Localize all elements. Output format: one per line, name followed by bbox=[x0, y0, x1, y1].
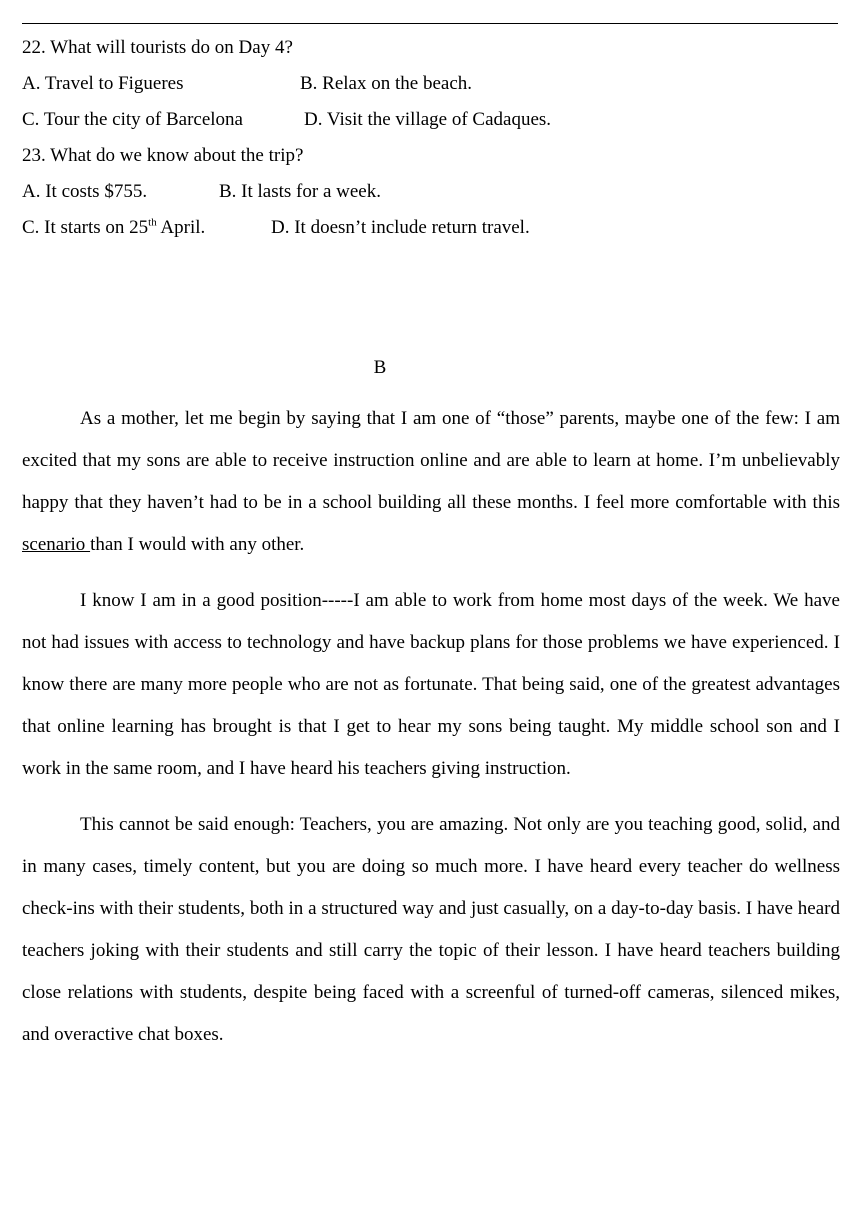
paragraph-1-text-start: As a mother, let me begin by saying that I am one of “those” parents, maybe one of the few: I am excited that my sons are able to receive instruction online and are able to learn at home. I’m unbelievably happy that they haven’t had to be in a school building all these months. I feel more comfortable with this bbox=[22, 408, 840, 513]
question-22-option-c: C. Tour the city of Barcelona bbox=[22, 109, 243, 130]
question-23-option-a: A. It costs $755. bbox=[22, 181, 148, 202]
question-22-prompt: 22. What will tourists do on Day 4? bbox=[22, 37, 293, 58]
question-23-options-row-2 bbox=[22, 210, 838, 246]
question-22-options-row-2 bbox=[22, 102, 838, 138]
passage-paragraph-1 bbox=[22, 398, 840, 566]
question-23-option-c-text: C. It starts on 25 bbox=[22, 217, 149, 238]
section-label: B bbox=[373, 357, 387, 378]
question-23-option-d: D. It doesn’t include return travel. bbox=[271, 217, 530, 238]
underlined-word-scenario: scenario bbox=[22, 534, 91, 555]
question-23-option-c bbox=[22, 210, 271, 246]
top-divider bbox=[22, 23, 838, 24]
question-23-option-c-tail: April. bbox=[156, 217, 206, 238]
question-block bbox=[22, 30, 838, 246]
ordinal-suffix: th bbox=[148, 216, 157, 229]
passage-paragraph-2: I know I am in a good position-----I am able to work from home most days of the week. We have not had issues with access to technology and have backup plans for those problems we have experienced. I know there are many more people who are not as fortunate. That being said, one of the greatest advantages that online learning has brought is that I get to hear my sons being taught. My middle school son and I work in the same room, and I have heard his teachers giving instruction. bbox=[22, 590, 840, 779]
paragraph-1-text-end: than I would with any other. bbox=[90, 534, 305, 555]
question-23-options-row-1 bbox=[22, 174, 838, 210]
passage-paragraph-3: This cannot be said enough: Teachers, you are amazing. Not only are you teaching good, solid, and in many cases, timely content, but you are doing so much more. I have heard every teacher do wellness check-ins with their students, both in a structured way and just casually, on a day-to-day basis. I have heard teachers joking with their students and still carry the topic of their lesson. I have heard teachers building close relations with students, despite being faced with a screenful of turned-off cameras, silenced mikes, and overactive chat boxes. bbox=[22, 814, 840, 1045]
reading-passage bbox=[22, 398, 840, 1070]
question-22-option-d: D. Visit the village of Cadaques. bbox=[304, 109, 552, 130]
question-23-prompt: 23. What do we know about the trip? bbox=[22, 145, 304, 166]
question-22-options-row-1 bbox=[22, 66, 838, 102]
question-22-option-b: B. Relax on the beach. bbox=[300, 73, 473, 94]
question-22-option-a: A. Travel to Figueres bbox=[22, 73, 184, 94]
question-23-option-b: B. It lasts for a week. bbox=[219, 181, 381, 202]
